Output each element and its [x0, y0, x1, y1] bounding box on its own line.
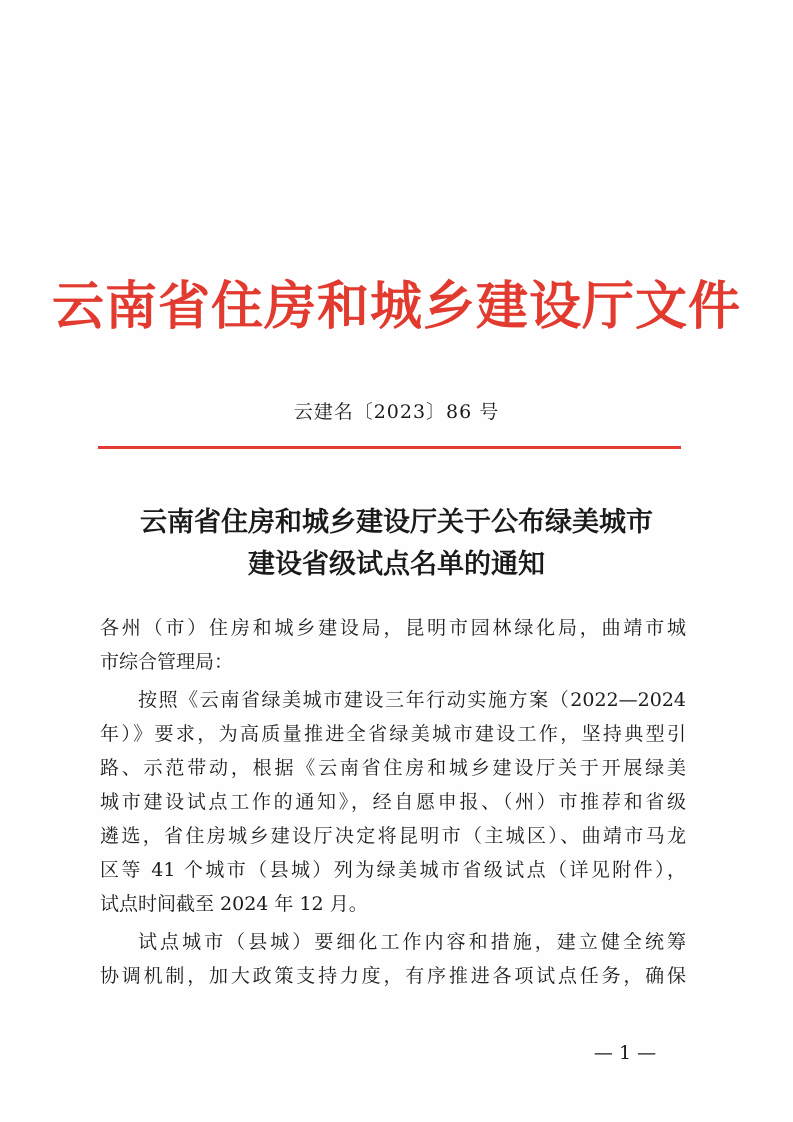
red-divider-line — [98, 446, 681, 449]
paragraph-line: 试点时间截至 2024 年 12 月。 — [100, 893, 368, 915]
salutation-line: 市综合管理局： — [100, 651, 234, 673]
salutation-line: 各州（市）住房和城乡建设局，昆明市园林绿化局，曲靖市城 — [100, 617, 686, 639]
notice-body — [100, 611, 686, 993]
masthead-title: 云南省住房和城乡建设厅文件 — [51, 277, 741, 337]
paragraph-line: 协调机制，加大政策支持力度，有序推进各项试点任务，确保 — [100, 965, 686, 987]
notice-title-line-2: 建设省级试点名单的通知 — [248, 549, 545, 580]
paragraph-line: 试点城市（县城）要细化工作内容和措施，建立健全统筹 — [138, 931, 686, 953]
page-number: — 1 — — [593, 1042, 657, 1064]
notice-title-line-1: 云南省住房和城乡建设厅关于公布绿美城市 — [140, 507, 653, 538]
paragraph-line: 遴选，省住房城乡建设厅决定将昆明市（主城区）、曲靖市马龙 — [100, 825, 686, 847]
document-number: 云建名〔2023〕86 号 — [293, 401, 500, 423]
paragraph-line: 区等 41 个城市（县城）列为绿美城市省级试点（详见附件）， — [100, 859, 686, 881]
paragraph-line: 城市建设试点工作的通知》，经自愿申报、（州）市推荐和省级 — [100, 791, 686, 813]
paragraph-line: 年）》要求，为高质量推进全省绿美城市建设工作，坚持典型引 — [100, 723, 686, 745]
salutation — [100, 611, 686, 679]
paragraph-2 — [100, 925, 686, 993]
paragraph-line: 按照《云南省绿美城市建设三年行动实施方案（2022—2024 — [138, 689, 686, 711]
paragraph-line: 路、示范带动，根据《云南省住房和城乡建设厅关于开展绿美 — [100, 757, 686, 779]
paragraph-1 — [100, 683, 686, 921]
notice-title — [0, 502, 793, 586]
